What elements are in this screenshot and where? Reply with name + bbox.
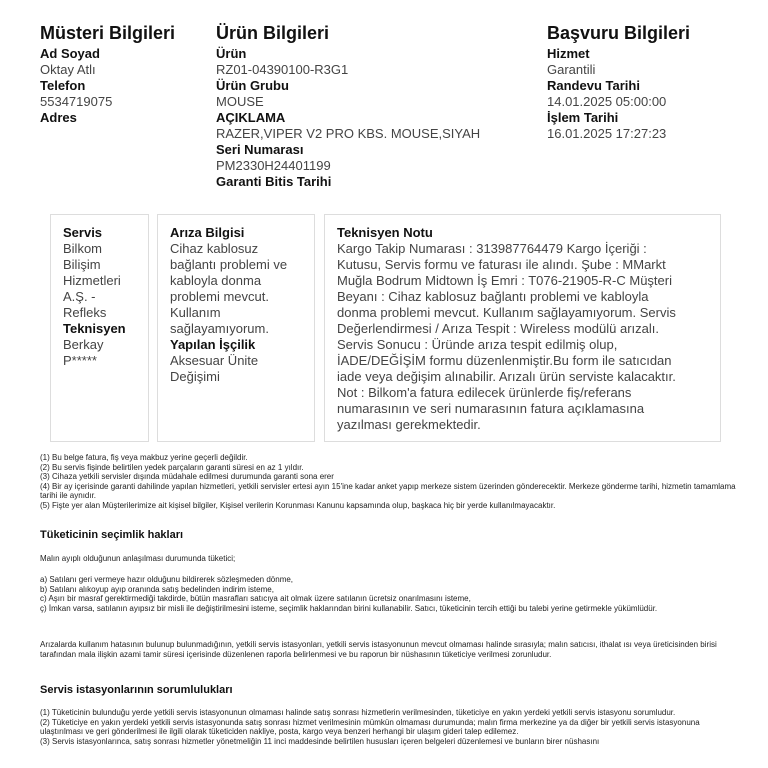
- service-box: [50, 214, 149, 442]
- fault-line: sağlayamıyorum.: [170, 321, 269, 336]
- tech-note-line: İADE/DEĞİŞİM formu düzenlenmiştir.Bu form ile satıcıdan: [337, 353, 672, 368]
- serial-value: PM2330H24401199: [216, 158, 331, 173]
- consumer-paragraph: Arızalarda kullanım hatasının bulunup bulunmadığının, yetkili servis istasyonları, yetkili servis istasyonunun mevcut olmaması halinde sırasıyla; malın satıcısı, ithalat ısı veya üreticisinden birisi tarafından mala ilişkin azami tamir süresi içerisinde düzenlenen raporla belirlenmesi ve bu raporun bir nüshasının tüketiciye verilmesi zorunludur.: [40, 640, 717, 659]
- fault-line: Cihaz kablosuz: [170, 241, 259, 256]
- service-box-line: A.Ş. -: [63, 289, 96, 304]
- tech-note-line: numarasının ve seri numarasının fatura açıklamasına: [337, 401, 645, 416]
- service-box-line: Refleks: [63, 305, 107, 320]
- fault-line: kabloyla donma: [170, 273, 262, 288]
- phone-label: Telefon: [40, 78, 86, 93]
- consumer-item: b) Satılanı alıkoyup ayıp oranında satış bedelinden indirim isteme,: [40, 584, 274, 594]
- tech-note-line: yazılması gerekmektedir.: [337, 417, 481, 432]
- application-title: Başvuru Bilgileri: [547, 23, 691, 43]
- tech-note-line: donma problemi mevcut. Kullanım sağlayamıyorum. Servis: [337, 305, 676, 320]
- stations-title: Servis istasyonlarının sorumlulukları: [40, 684, 233, 696]
- stations-items: [40, 708, 740, 746]
- consumer-item: a) Satılanı geri vermeye hazır olduğunu bildirerek sözleşmeden dönme,: [40, 575, 294, 584]
- note-item: (5) Fişte yer alan Müşterilerimize ait kişisel bilgiler, Kişisel verilerin Korunması Kanunu kapsamında olup, başkaca hiç bir yerde kullanılmayacaktır.: [40, 500, 556, 510]
- technician-label: Teknisyen: [63, 321, 126, 336]
- consumer-items: [40, 575, 740, 613]
- group-label: Ürün Grubu: [216, 78, 289, 93]
- consumer-title: Tüketicinin seçimlik hakları: [40, 529, 184, 541]
- serial-label: Seri Numarası: [216, 142, 304, 157]
- service-label: Hizmet: [547, 46, 590, 61]
- note-item: (1) Bu belge fatura, fiş veya makbuz yerine geçerli değildir.: [40, 453, 248, 462]
- service-box-line: Bilişim: [63, 257, 101, 272]
- desc-value: RAZER,VIPER V2 PRO KBS. MOUSE,SIYAH: [216, 126, 481, 141]
- technician-note-box: [324, 214, 721, 442]
- product-title: Ürün Bilgileri: [216, 23, 330, 43]
- customer-title: Müsteri Bilgileri: [40, 23, 176, 43]
- action-label: Yapılan İşçilik: [170, 337, 256, 352]
- station-item: (1) Tüketicinin bulunduğu yerde yetkili servis istasyonunun olmaması halinde satış sonrası hizmetlerin verilmesinden, tüketiciye en yakın yerdeki yetkili servis istasyonu sorumludur.: [40, 708, 676, 717]
- fault-line: Kullanım: [170, 305, 221, 320]
- tech-note-line: iade veya değişim alınabilir. Arızalı ürün serviste kalacaktır.: [337, 369, 676, 384]
- action-line: Değişimi: [170, 369, 220, 384]
- appointment-label: Randevu Tarihi: [547, 78, 640, 93]
- technician-line: Berkay: [63, 337, 104, 352]
- product-label: Ürün: [216, 46, 247, 61]
- service-value: Garantili: [547, 62, 596, 77]
- tech-note-line: Kargo Takip Numarası : 313987764479 Kargo İçeriği :: [337, 241, 647, 256]
- desc-label: AÇIKLAMA: [216, 110, 286, 125]
- product-value: RZ01-04390100-R3G1: [216, 62, 349, 77]
- note-item: (2) Bu servis fişinde belirtilen yedek parçaların garanti süresi en az 1 yıldır.: [40, 462, 304, 472]
- tech-note-line: Not : Bilkom'a fatura edilecek ürünlerde fiş/referans: [337, 385, 632, 400]
- tech-note-line: Servis Sonucu : Üründe arıza tespit edilmiş olup,: [337, 337, 618, 352]
- tech-note-line: Değerlendirmesi / Arıza Tespit : Wireless modülü arızalı.: [337, 321, 659, 336]
- consumer-item: c) Aşırı bir masraf gerektirmediği takdirde, bütün masrafları satıcıya ait olmak üzere satılanın ücretsiz onarılmasını isteme,: [40, 594, 471, 603]
- name-value: Oktay Atlı: [40, 62, 96, 77]
- process-label: İşlem Tarihi: [547, 110, 619, 125]
- fault-box: [157, 214, 315, 442]
- service-box-line: Hizmetleri: [63, 273, 121, 288]
- note-item: (4) Bir ay içerisinde garanti dahilinde yapılan hizmetleri, yetkili servisler ertesi ayın 15'ine kadar anket yapıp merkeze sistem üzerinden gönderecektir. Merkeze gönderme tarihi, hizmetin tamamlama tarihi ile aynıdır.: [40, 481, 736, 500]
- process-value: 16.01.2025 17:27:23: [547, 126, 667, 141]
- notes-list: [40, 453, 740, 510]
- address-label: Adres: [40, 110, 77, 125]
- consumer-intro: Malın ayıplı olduğunun anlaşılması durumunda tüketici;: [40, 554, 236, 563]
- action-line: Aksesuar Ünite: [170, 353, 259, 368]
- fault-line: bağlantı problemi ve: [170, 257, 288, 272]
- appointment-value: 14.01.2025 05:00:00: [547, 94, 667, 109]
- note-item: (3) Cihaza yetkili servisler dışında müdahale edilmesi durumunda garanti sona erer: [40, 472, 334, 481]
- tech-note-line: Kutusu, Servis formu ve faturası ile alındı. Şube : MMarkt: [337, 257, 666, 272]
- warranty-label: Garanti Bitis Tarihi: [216, 174, 332, 189]
- phone-value: 5534719075: [40, 94, 113, 109]
- service-box-line: Bilkom: [63, 241, 103, 256]
- customer-section: [40, 22, 210, 126]
- tech-note-line: Beyanı : Cihaz kablosuz bağlantı problemi ve kabloyla: [337, 289, 649, 304]
- product-section: [216, 22, 536, 190]
- name-label: Ad Soyad: [40, 46, 100, 61]
- consumer-item: ç) İmkan varsa, satılanın ayıpsız bir misli ile değiştirilmesini isteme, seçimlik haklarından birini kullanabilir. Satıcı, tüketicinin tercih ettiği bu talebi yerine getirmekle yükümlüdür.: [40, 603, 658, 613]
- fault-line: problemi mevcut.: [170, 289, 269, 304]
- station-item: (2) Tüketiciye en yakın yerdeki yetkili servis istasyonunda satış sonrası hizmet verilmesinin mümkün olmaması durumunda; malın firma merkezine ya da diğer bir yetkili servis istasyonuna ulaştırılması ve geri gönderilmesi ile ilgili olarak tüketiciden nakliye, posta, kargo veya benzeri herhangi bir ulaşım gideri talep edilemez.: [40, 717, 700, 736]
- fault-label: Arıza Bilgisi: [170, 225, 245, 240]
- group-value: MOUSE: [216, 94, 264, 109]
- tech-note-line: Muğla Bodrum Midtown İş Emri : T076-21905-R-C Müşteri: [337, 273, 672, 288]
- technician-line: P*****: [63, 353, 97, 368]
- service-box-label: Servis: [63, 225, 103, 240]
- station-item: (3) Servis istasyonlarınca, satış sonrası hizmetler yönetmeliğin 11 inci maddesinde belirtilen hususları içeren belgeleri düzenlemesi ve bunların birer nüshasını: [40, 736, 600, 746]
- tech-note-label: Teknisyen Notu: [337, 225, 433, 240]
- application-section: [547, 22, 747, 142]
